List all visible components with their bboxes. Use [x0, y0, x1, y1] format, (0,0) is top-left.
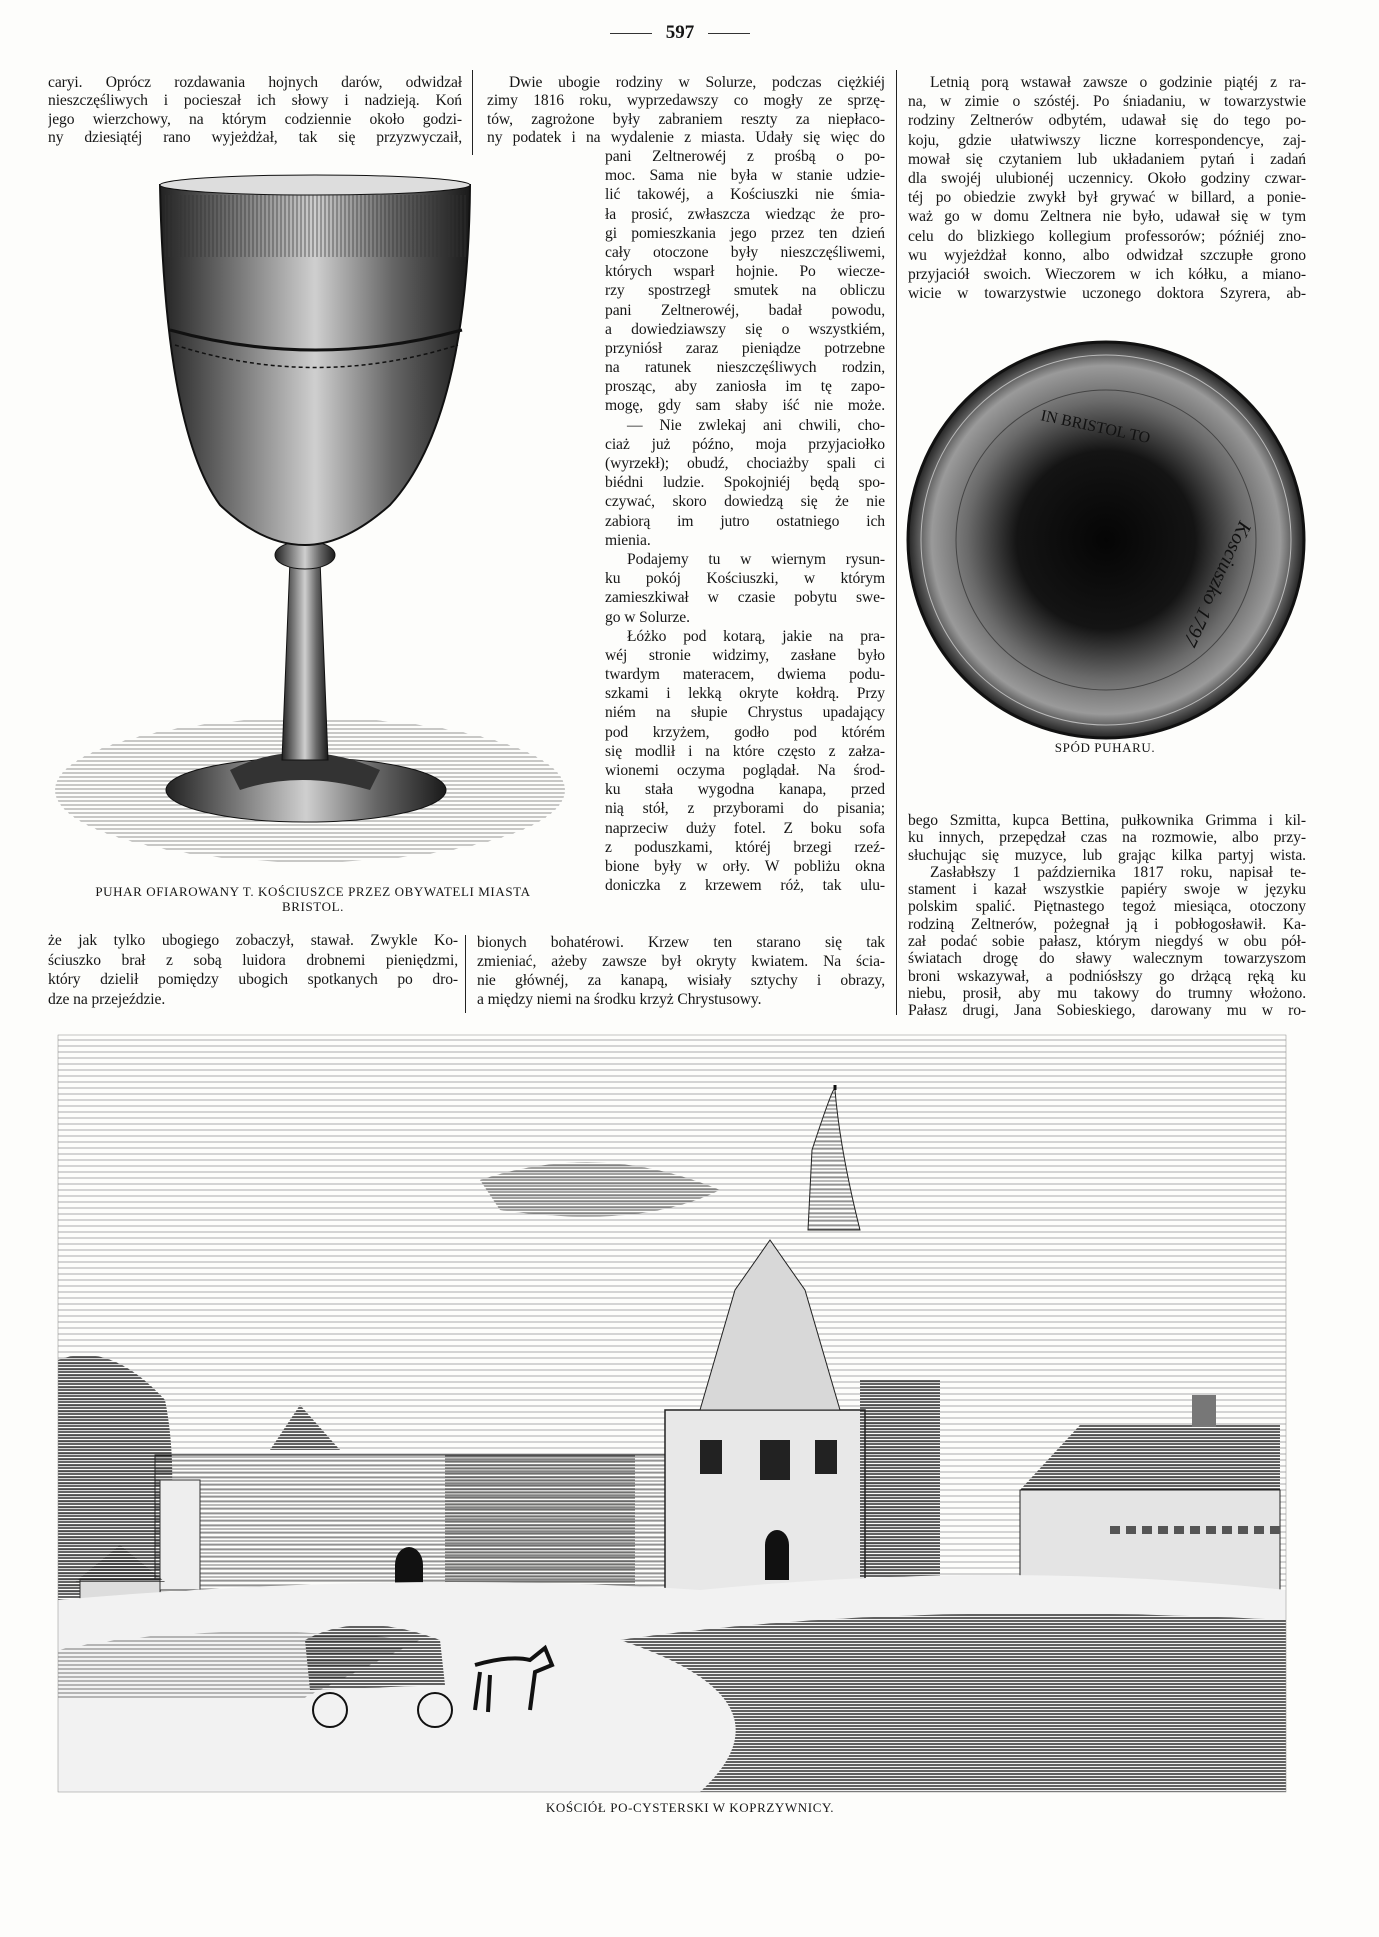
text-line: szkami i lekką okryte kołdrą. Przy: [605, 685, 885, 703]
text-line: stament i kazał wszystkie papiéry swoje w języku: [908, 881, 1306, 899]
text-line: caryi. Oprócz rozdawania hojnych darów, odwidzał: [48, 74, 462, 91]
text-line: ku stała wygodna kanapa, przed: [605, 781, 885, 799]
text-line: niebu, prosił, aby mu takowy do trumny włożono.: [908, 984, 1306, 1002]
text-line: z poduszkami, któréj brzegi rzeź-: [605, 838, 885, 856]
goblet-engraving: [55, 175, 565, 862]
text-line: celu do blizkiego kollegium professorów; późniéj zno-: [908, 227, 1306, 245]
caption-line: PUHAR OFIAROWANY T. KOŚCIUSZCE PRZEZ OBYWATELI MIASTA: [95, 884, 531, 899]
col2-top-text: [487, 74, 885, 148]
col1-top-text: [48, 74, 462, 148]
text-line: rzy spostrzegł smutek na obliczu: [605, 282, 885, 300]
col2-bottom-text: [477, 934, 885, 1010]
text-line: który dzielił pomiędzy ubogich spotkanych po dro-: [48, 971, 458, 988]
text-line: ściuszko brał z sobą luidora drobnemi pieniędzmi,: [48, 951, 458, 969]
text-line: rodziną Zeltnerów, pożegnał ją i pobłogosławił. Ka-: [908, 915, 1306, 933]
text-line: wu wyjeżdżał konno, albo odwidzał szczupłe grono: [908, 246, 1306, 264]
text-line: naprzeciw duży fotel. Z boku sofa: [605, 819, 885, 837]
text-line: téj po obiedzie zwykł był grywać w billard, a ponie-: [908, 189, 1306, 207]
dish-engraving: [908, 342, 1304, 738]
column-rule: [472, 70, 473, 155]
page-number: 597: [590, 22, 770, 44]
col3-top-text: [908, 74, 1306, 304]
text-line: zmieniać, ażeby zawsze był okryty kwiatem. Na ścia-: [477, 953, 885, 970]
text-line: zabiorą im jutro ostatniego ich: [605, 512, 885, 530]
text-line: mogę, gdy sam słaby iść nie może.: [605, 397, 885, 415]
text-line: mował się czytaniem lub układaniem pytań i zadań: [908, 150, 1306, 168]
text-line: Dwie ubogie rodziny w Solurze, podczas ciężkiéj: [509, 74, 885, 91]
text-line: rodziny Zeltnerów odbytém, udawał się do tego po-: [908, 112, 1306, 130]
text-line: wionemi oczyma poglądał. Na środ-: [605, 762, 885, 779]
text-line: niém na słupie Chrystus upadający: [605, 704, 885, 722]
text-line: zimy 1816 roku, wyprzedawszy co mogły ze sprzę-: [487, 92, 885, 110]
text-line: bione były w orły. W pobliżu okna: [605, 857, 885, 875]
text-line: jego wierzchowy, na którym codziennie około godzi-: [48, 110, 462, 128]
text-line: których wsparł hojnie. Po wiecze-: [605, 263, 885, 281]
text-line: że jak tylko ubogiego zobaczył, stawał. Zwykle Ko-: [48, 932, 458, 949]
text-line: wicie w towarzystwie uczonego doktora Szyrera, ab-: [908, 285, 1306, 303]
dish-caption: SPÓD PUHARU.: [1054, 740, 1156, 755]
text-line: lić takowéj, a Kościuszki nie śmia-: [605, 186, 885, 204]
text-line: światach drogę do sławy walecznym towarzyszom: [908, 950, 1306, 968]
text-line: się modlił i na które często z załza-: [605, 742, 885, 760]
text-line: ku pokój Kościuszki, w którym: [605, 570, 885, 588]
church-engraving: [58, 1035, 1286, 1792]
text-line: dla swojéj ulubionéj uczennicy. Około godziny czwar-: [908, 169, 1306, 187]
text-line: — Nie zwlekaj ani chwili, cho-: [627, 416, 885, 434]
text-line: tów, zagrożone były zabraniem reszty za niepłaco-: [487, 110, 885, 128]
text-line: prosząc, aby zaniosła im tę zapo-: [605, 378, 885, 396]
text-line: biédni ludzie. Spokojniéj będą spo-: [605, 474, 885, 492]
text-line: nią stół, z przyborami do pisania;: [605, 800, 885, 818]
text-line: moc. Sama nie była w stanie udzie-: [605, 167, 885, 185]
text-line: go w Solurze.: [605, 608, 690, 626]
text-line: Pałasz drugi, Jana Sobieskiego, darowany mu w ro-: [908, 1002, 1306, 1020]
text-line: czywać, skoro dowiedzą się że nie: [605, 493, 885, 511]
caption-line: BRISTOL.: [282, 899, 344, 914]
text-line: nieszczęśliwych i pocieszał ich słowy i nadzieją. Koń: [48, 92, 462, 110]
engraving-caption: KOŚCIÓŁ PO-CYSTERSKI W KOPRZYWNICY.: [545, 1800, 835, 1815]
text-line: bionych bohatérowi. Krzew ten starano się tak: [477, 934, 885, 951]
text-line: ciaż już późno, moja przyjaciołko: [605, 435, 885, 453]
text-line: pani Zeltnerowéj z prośbą o po-: [605, 148, 885, 165]
text-line: koju, gdzie ułatwiwszy liczne korrespondencye, zaj-: [908, 131, 1306, 149]
text-line: a między niemi na środku krzyż Chrystusowy.: [477, 991, 762, 1008]
column-rule: [896, 70, 897, 1015]
text-line: ła prosić, zwłaszcza wiedząc że pro-: [605, 205, 885, 223]
text-line: dze na przejeździe.: [48, 990, 166, 1008]
text-line: na ratunek nieszczęśliwych rodzin,: [605, 359, 885, 377]
column-rule: [465, 935, 466, 1013]
text-line: nie głównéj, za kanapą, wisiały sztychy i obrazy,: [477, 972, 885, 989]
text-line: twardym materacem, dwiema podu-: [605, 666, 885, 684]
text-line: ku innych, przepędzał czas na rozmowie, albo przy-: [908, 829, 1306, 847]
text-line: polskim spalić. Piętnastego tegoż miesiąca, otoczony: [908, 898, 1306, 916]
text-line: ny podatek i na wydalenie z miasta. Udały się więc do: [487, 129, 885, 147]
text-line: waż go w domu Zeltnera nie było, udawał się w tym: [908, 208, 1306, 226]
text-line: bego Szmitta, kupca Bettina, pułkownika Grimma i kil-: [908, 812, 1306, 829]
text-line: broni wskazywał, a podniósłszy go drżącą ręką ku: [908, 967, 1306, 985]
text-line: ny dziesiątéj rano wyjeżdżał, tak się przyzwyczaił,: [48, 129, 462, 147]
text-line: Łóżko pod kotarą, jakie na pra-: [627, 627, 885, 645]
text-line: wéj stronie widzimy, zasłane było: [605, 646, 885, 664]
text-line: na, w zimie o szóstéj. Po śniadaniu, w towarzystwie: [908, 93, 1306, 111]
text-line: słuchując się muzyce, lub grając kilka partyj wista.: [908, 846, 1306, 864]
text-line: Podajemy tu w wiernym rysun-: [627, 550, 885, 568]
text-line: przyniósł zaraz pieniądze potrzebne: [605, 339, 885, 357]
text-line: cały otoczone były nieszczęśliwemi,: [605, 243, 885, 261]
text-line: mienia.: [605, 531, 651, 549]
col2-narrow-text: [605, 148, 885, 896]
goblet-caption: [48, 884, 578, 914]
dish-inscription-top: IN BRISTOL TO: [1039, 407, 1152, 448]
text-line: pani Zeltnerowéj, badał powodu,: [605, 301, 885, 319]
col3-bottom-text: [908, 812, 1306, 1020]
text-line: zamieszkiwał w czasie pobytu swe-: [605, 589, 885, 607]
text-line: gi pomieszkania jego przez ten dzień: [605, 224, 885, 242]
text-line: Letnią porą wstawał zawsze o godzinie piątéj z ra-: [930, 74, 1306, 91]
col1-bottom-text: [48, 932, 458, 1010]
text-line: (wyrzekł); obudź, chociażby spali ci: [605, 455, 885, 472]
text-line: pod krzyżem, godło pod którém: [605, 723, 885, 741]
text-line: doniczka z krzewem róż, tak ulu-: [605, 877, 885, 895]
text-line: zał podać sobie pałasz, którym niegdyś w obu pół-: [908, 933, 1306, 951]
text-line: przyjaciół swoich. Wieczorem w ich kółku, a miano-: [908, 265, 1306, 283]
dish-inscription-signature: Kosciuszko 1797: [1178, 517, 1256, 650]
text-line: Zasłabłszy 1 października 1817 roku, napisał te-: [930, 863, 1306, 881]
text-line: a dowiedziawszy się o wszystkiém,: [605, 320, 885, 338]
